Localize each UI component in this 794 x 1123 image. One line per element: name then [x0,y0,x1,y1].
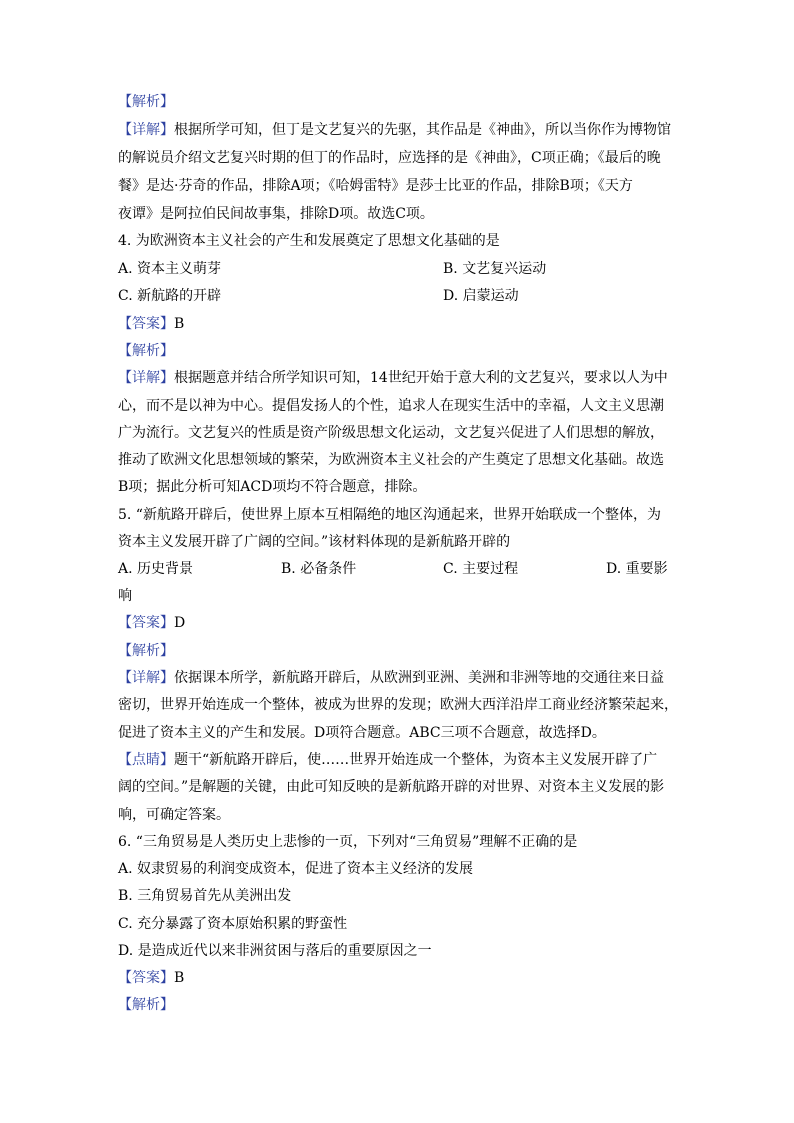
point-line: 阔的空间。”是解题的关键，由此可知反映的是新航路开辟的对世界、对资本主义发展的影 [118,779,665,795]
option-d: D. 是造成近代以来非洲贫困与落后的重要原因之一 [118,943,432,959]
option-c: C. 充分暴露了资本原始积累的野蛮性 [118,916,348,932]
option-b: B. 三角贸易首先从美洲出发 [118,888,292,904]
analysis-heading: 【解析】 [118,643,174,659]
option-a: A. 历史背景 [118,561,194,577]
option-c: C. 主要过程 [443,561,519,577]
option-a: A. 资本主义萌芽 [118,261,222,277]
detail-line: 促进了资本主义的产生和发展。D项符合题意。ABC三项不合题意，故选择D。 [118,725,606,741]
detail-line: 【详解】依据课本所学，新航路开辟后，从欧洲到亚洲、美洲和非洲等地的交通往来日益 [118,670,664,686]
option-d: D. 重要影 [606,561,668,577]
detail-line: 【详解】根据题意并结合所学知识可知，14世纪开始于意大利的文艺复兴，要求以人为中 [118,370,668,386]
analysis-heading: 【解析】 [118,343,174,359]
detail-line: 推动了欧洲文化思想领域的繁荣，为欧洲资本主义社会的产生奠定了思想文化基础。故选 [118,452,664,468]
detail-line: B项；据此分析可知ACD项均不符合题意，排除。 [118,479,427,495]
question-stem: 6. “三角贸易是人类历史上悲惨的一页，下列对“三角贸易”理解不正确的是 [118,834,578,850]
detail-line: 心，而不是以神为中心。提倡发扬人的个性，追求人在现实生活中的幸福，人文主义思潮 [118,398,664,414]
question-stem: 资本主义发展开辟了广阔的空间。”该材料体现的是新航路开辟的 [118,534,511,550]
analysis-heading: 【解析】 [118,94,174,110]
detail-line: 密切，世界开始连成一个整体，被成为世界的发现；欧洲大西洋沿岸工商业经济繁荣起来， [118,697,678,713]
answer-line: 【答案】B [118,316,185,332]
detail-line: 广为流行。文艺复兴的性质是资产阶级思想文化运动，文艺复兴促进了人们思想的解放， [118,425,664,441]
answer-line: 【答案】B [118,970,185,986]
option-b: B. 必备条件 [281,561,357,577]
analysis-heading: 【解析】 [118,997,174,1013]
point-line: 【点睛】题干“新航路开辟后，使……世界开始连成一个整体，为资本主义发展开辟了广 [118,752,658,768]
option-a: A. 奴隶贸易的利润变成资本，促进了资本主义经济的发展 [118,861,474,877]
option-d-wrap: 响 [118,588,132,604]
question-stem: 5. “新航路开辟后，使世界上原本互相隔绝的地区沟通起来，世界开始联成一个整体，为 [118,507,661,523]
option-b: B. 文艺复兴运动 [443,261,547,277]
detail-line: 夜谭》是阿拉伯民间故事集，排除D项。故选C项。 [118,206,434,222]
point-line: 响，可确定答案。 [118,807,230,823]
detail-line: 【详解】根据所学可知，但丁是文艺复兴的先驱，其作品是《神曲》，所以当你作为博物馆 [118,122,671,138]
option-c: C. 新航路的开辟 [118,288,222,304]
detail-line: 餐》是达·芬奇的作品，排除A项；《哈姆雷特》是莎士比亚的作品，排除B项；《天方 [118,178,633,194]
detail-line: 的解说员介绍文艺复兴时期的但丁的作品时，应选择的是《神曲》，C项正确；《最后的晚 [118,150,661,166]
option-d: D. 启蒙运动 [443,288,519,304]
answer-line: 【答案】D [118,615,186,631]
question-stem: 4. 为欧洲资本主义社会的产生和发展奠定了思想文化基础的是 [118,233,500,249]
